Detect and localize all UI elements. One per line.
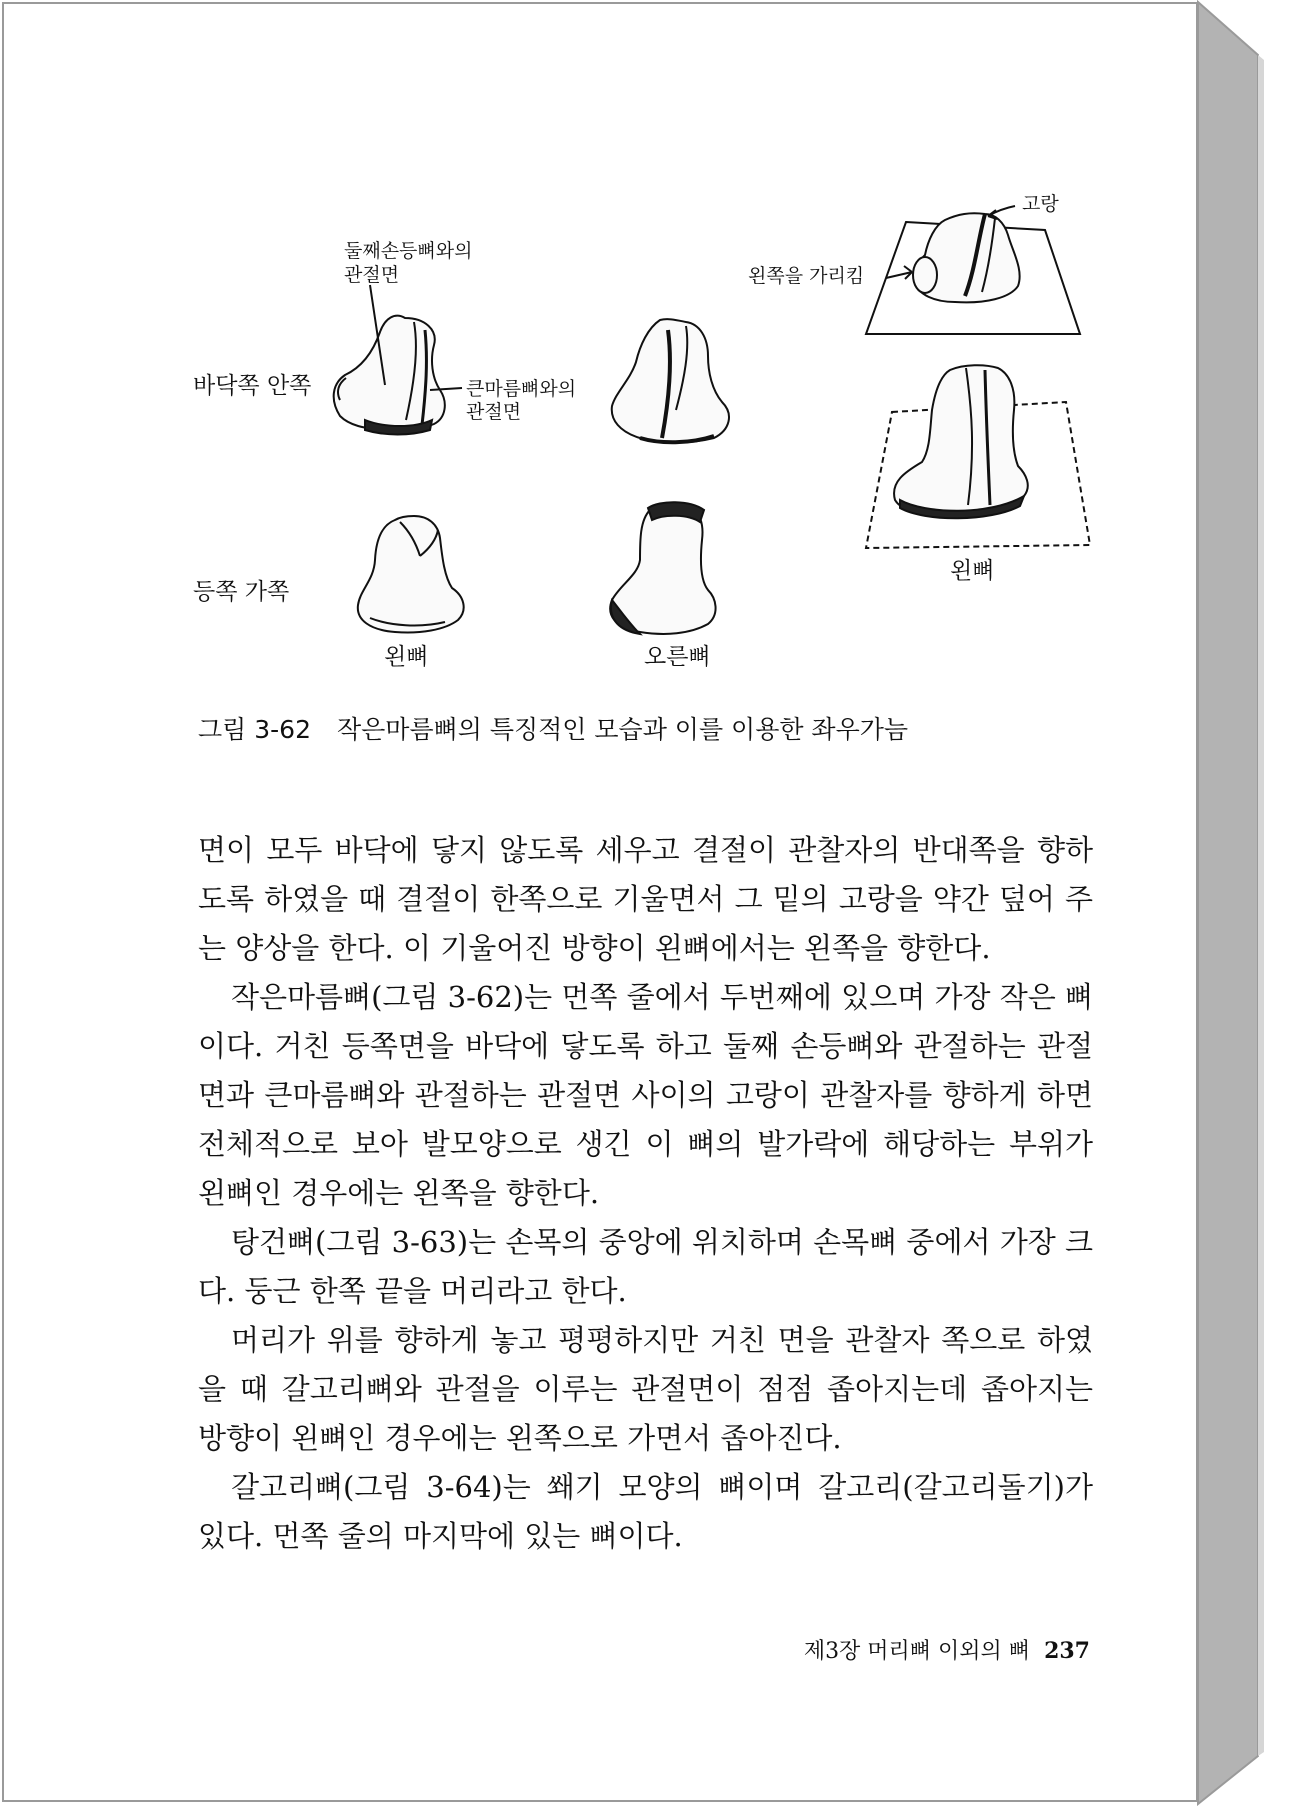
figure-caption-text: 작은마름뼈의 특징적인 모습과 이를 이용한 좌우가늠 (337, 715, 909, 744)
bone-drawing-dorsal-right (610, 502, 715, 634)
paragraph-4: 머리가 위를 향하게 놓고 평평하지만 거친 면을 관찰자 쪽으로 하였을 때 갈고리뼈와 관절을 이루는 관절면이 점점 좁아지는데 좁아지는 방향이 왼뼈인 경우에는 왼쪽으로 가면서 좁아진다. (198, 1323, 1093, 1455)
bone-drawing-floor-inner-left (334, 316, 445, 435)
bone-drawing-dorsal-left (358, 516, 464, 633)
body-text (198, 826, 1093, 1561)
running-footer (804, 1634, 1090, 1665)
label-joint-capitate-line1: 큰마름뼈와의 (466, 378, 577, 400)
label-floor-inner: 바닥쪽 안쪽 (193, 373, 312, 399)
label-joint-second-metacarpal-line2: 관절면 (344, 264, 400, 286)
label-points-left: 왼쪽을 가리킴 (748, 265, 865, 287)
page-number: 237 (1044, 1638, 1090, 1664)
label-right-bone-bottom: 오른뼈 (644, 644, 711, 670)
bone-drawing-floor-inner-right (612, 319, 729, 442)
label-left-bone-right: 왼뼈 (950, 558, 995, 584)
bone-drawing-top-view (866, 213, 1080, 334)
bone-drawing-left-bone-right (866, 365, 1090, 548)
label-joint-second-metacarpal-line1: 둘째손등뼈와의 (344, 240, 473, 262)
label-joint-capitate-line2: 관절면 (466, 401, 522, 423)
figure-3-62-illustration (0, 0, 1200, 700)
paragraph-1: 면이 모두 바닥에 닿지 않도록 세우고 결절이 관찰자의 반대쪽을 향하도록 하였을 때 결절이 한쪽으로 기울면서 그 밑의 고랑을 약간 덮어 주는 양상을 한다. 이 기울어진 방향이 왼뼈에서는 왼쪽을 향한다. (198, 833, 1093, 965)
label-left-bone-bottom: 왼뼈 (384, 644, 429, 670)
figure-caption-number: 그림 3-62 (198, 715, 311, 744)
label-ridge: 고랑 (1022, 193, 1059, 215)
paragraph-5: 갈고리뼈(그림 3-64)는 쐐기 모양의 뼈이며 갈고리(갈고리돌기)가 있다. 먼쪽 줄의 마지막에 있는 뼈이다. (198, 1470, 1093, 1553)
figure-caption (198, 710, 908, 746)
label-dorsal-side: 등쪽 가쪽 (193, 579, 290, 605)
paragraph-3: 탕건뼈(그림 3-63)는 손목의 중앙에 위치하며 손목뼈 중에서 가장 크다. 둥근 한쪽 끝을 머리라고 한다. (198, 1225, 1093, 1308)
ridge-pointer (988, 206, 1015, 219)
footer-chapter: 제3장 머리뼈 이외의 뼈 (803, 1639, 1031, 1664)
paragraph-2: 작은마름뼈(그림 3-62)는 먼쪽 줄에서 두번째에 있으며 가장 작은 뼈이다. 거친 등쪽면을 바닥에 닿도록 하고 둘째 손등뼈와 관절하는 관절면과 큰마름뼈와 관절하는 관절면 사이의 고랑이 관찰자를 향하게 하면 전체적으로 보아 발모양으로 생긴 이 뼈의 발가락에 해당하는 부위가 왼뼈인 경우에는 왼쪽을 향한다. (198, 980, 1093, 1210)
